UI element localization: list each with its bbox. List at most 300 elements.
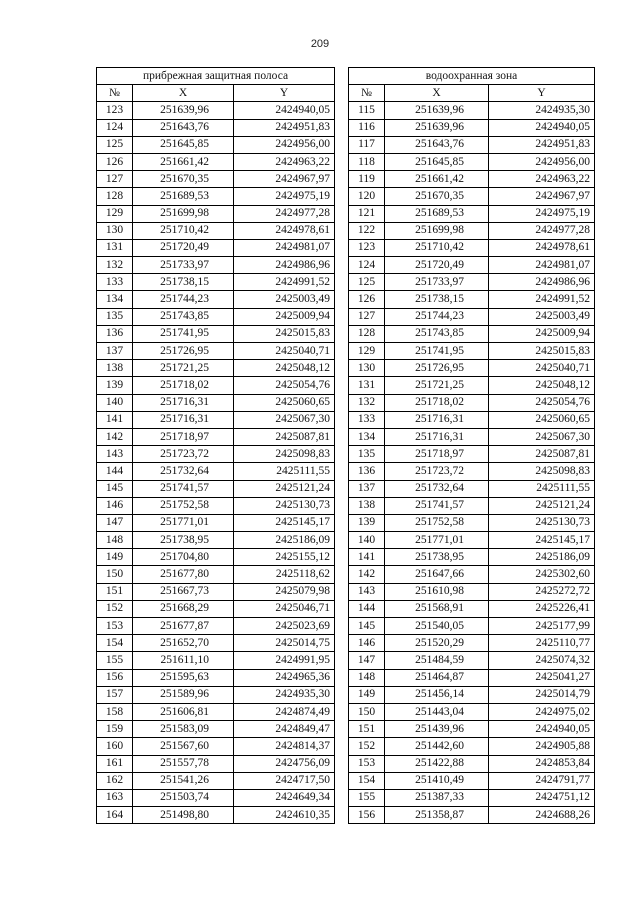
- point-number-cell: 155: [349, 789, 385, 806]
- point-number-cell: 124: [349, 257, 385, 274]
- y-coordinate-cell: 2425054,76: [234, 377, 335, 394]
- table-row: [97, 721, 335, 738]
- table-row: [97, 703, 335, 720]
- point-number-cell: 152: [97, 600, 133, 617]
- point-number-cell: 157: [97, 686, 133, 703]
- table-row: [349, 343, 595, 360]
- point-number-cell: 154: [349, 772, 385, 789]
- x-coordinate-cell: 251670,35: [133, 171, 234, 188]
- point-number-cell: 129: [97, 205, 133, 222]
- point-number-cell: 145: [349, 618, 385, 635]
- table-row: [349, 428, 595, 445]
- table-row: [349, 721, 595, 738]
- x-coordinate-cell: 251610,98: [385, 583, 489, 600]
- x-coordinate-cell: 251738,95: [133, 532, 234, 549]
- x-coordinate-cell: 251639,96: [385, 119, 489, 136]
- x-coordinate-cell: 251557,78: [133, 755, 234, 772]
- table-row: [97, 566, 335, 583]
- table-row: [349, 291, 595, 308]
- table-row: [97, 446, 335, 463]
- point-number-cell: 136: [349, 463, 385, 480]
- x-coordinate-cell: 251720,49: [133, 239, 234, 256]
- y-coordinate-cell: 2425060,65: [234, 394, 335, 411]
- point-number-cell: 147: [97, 514, 133, 531]
- x-coordinate-cell: 251721,25: [133, 360, 234, 377]
- y-coordinate-cell: 2424975,19: [234, 188, 335, 205]
- x-coordinate-cell: 251741,95: [385, 343, 489, 360]
- y-coordinate-cell: 2425015,83: [234, 325, 335, 342]
- y-coordinate-cell: 2425003,49: [489, 308, 595, 325]
- y-coordinate-cell: 2425074,32: [489, 652, 595, 669]
- table-row: [349, 205, 595, 222]
- y-coordinate-cell: 2425130,73: [489, 514, 595, 531]
- y-coordinate-cell: 2425226,41: [489, 600, 595, 617]
- point-number-cell: 140: [349, 532, 385, 549]
- table-row: [349, 411, 595, 428]
- y-coordinate-cell: 2425111,55: [234, 463, 335, 480]
- x-coordinate-cell: 251699,98: [133, 205, 234, 222]
- point-number-cell: 128: [97, 188, 133, 205]
- y-coordinate-cell: 2424935,30: [489, 102, 595, 119]
- table-row: [349, 102, 595, 119]
- y-coordinate-cell: 2425023,69: [234, 618, 335, 635]
- point-number-cell: 134: [97, 291, 133, 308]
- x-coordinate-cell: 251733,97: [385, 274, 489, 291]
- y-coordinate-cell: 2425130,73: [234, 497, 335, 514]
- table-row: [97, 755, 335, 772]
- table-row: [349, 566, 595, 583]
- x-coordinate-cell: 251733,97: [133, 257, 234, 274]
- table-row: [97, 772, 335, 789]
- x-coordinate-cell: 251723,72: [385, 463, 489, 480]
- point-number-cell: 130: [349, 360, 385, 377]
- x-coordinate-cell: 251520,29: [385, 635, 489, 652]
- x-coordinate-cell: 251741,57: [133, 480, 234, 497]
- point-number-cell: 156: [97, 669, 133, 686]
- table-caption-row: [97, 68, 335, 85]
- x-coordinate-cell: 251643,76: [133, 119, 234, 136]
- y-coordinate-cell: 2424991,52: [234, 274, 335, 291]
- point-number-cell: 139: [97, 377, 133, 394]
- x-coordinate-cell: 251689,53: [133, 188, 234, 205]
- x-coordinate-cell: 251422,88: [385, 755, 489, 772]
- table-row: [349, 789, 595, 806]
- y-coordinate-cell: 2425041,27: [489, 669, 595, 686]
- point-number-cell: 156: [349, 807, 385, 824]
- x-coordinate-cell: 251738,95: [385, 549, 489, 566]
- y-coordinate-cell: 2425145,17: [489, 532, 595, 549]
- y-coordinate-cell: 2425014,75: [234, 635, 335, 652]
- x-coordinate-cell: 251726,95: [385, 360, 489, 377]
- column-header-number: №: [349, 85, 385, 102]
- table-row: [349, 514, 595, 531]
- y-coordinate-cell: 2425048,12: [489, 377, 595, 394]
- x-coordinate-cell: 251738,15: [133, 274, 234, 291]
- table-row: [97, 583, 335, 600]
- x-coordinate-cell: 251699,98: [385, 222, 489, 239]
- table-row: [349, 153, 595, 170]
- x-coordinate-cell: 251439,96: [385, 721, 489, 738]
- x-coordinate-cell: 251583,09: [133, 721, 234, 738]
- y-coordinate-cell: 2425009,94: [489, 325, 595, 342]
- table-row: [97, 686, 335, 703]
- y-coordinate-cell: 2425098,83: [234, 446, 335, 463]
- table-row: [349, 480, 595, 497]
- table-caption: водоохранная зона: [349, 68, 595, 85]
- y-coordinate-cell: 2425040,71: [489, 360, 595, 377]
- table-row: [349, 497, 595, 514]
- point-number-cell: 116: [349, 119, 385, 136]
- x-coordinate-cell: 251726,95: [133, 343, 234, 360]
- y-coordinate-cell: 2424874,49: [234, 703, 335, 720]
- point-number-cell: 127: [97, 171, 133, 188]
- y-coordinate-cell: 2425087,81: [234, 428, 335, 445]
- x-coordinate-cell: 251670,35: [385, 188, 489, 205]
- x-coordinate-cell: 251752,58: [133, 497, 234, 514]
- point-number-cell: 160: [97, 738, 133, 755]
- x-coordinate-cell: 251358,87: [385, 807, 489, 824]
- table-row: [97, 807, 335, 824]
- table-row: [97, 789, 335, 806]
- x-coordinate-cell: 251567,60: [133, 738, 234, 755]
- x-coordinate-cell: 251771,01: [133, 514, 234, 531]
- point-number-cell: 130: [97, 222, 133, 239]
- y-coordinate-cell: 2425272,72: [489, 583, 595, 600]
- table-row: [97, 257, 335, 274]
- x-coordinate-cell: 251611,10: [133, 652, 234, 669]
- table-row: [349, 669, 595, 686]
- x-coordinate-cell: 251645,85: [133, 136, 234, 153]
- point-number-cell: 135: [349, 446, 385, 463]
- table-row: [349, 119, 595, 136]
- point-number-cell: 162: [97, 772, 133, 789]
- x-coordinate-cell: 251677,87: [133, 618, 234, 635]
- table-row: [349, 738, 595, 755]
- table-body: [97, 102, 335, 824]
- x-coordinate-cell: 251744,23: [385, 308, 489, 325]
- x-coordinate-cell: 251541,26: [133, 772, 234, 789]
- y-coordinate-cell: 2425014,79: [489, 686, 595, 703]
- x-coordinate-cell: 251743,85: [385, 325, 489, 342]
- coastal-protective-strip-table: [96, 67, 335, 824]
- y-coordinate-cell: 2424956,00: [234, 136, 335, 153]
- x-coordinate-cell: 251716,31: [133, 411, 234, 428]
- point-number-cell: 136: [97, 325, 133, 342]
- x-coordinate-cell: 251718,02: [133, 377, 234, 394]
- point-number-cell: 124: [97, 119, 133, 136]
- y-coordinate-cell: 2425054,76: [489, 394, 595, 411]
- point-number-cell: 133: [349, 411, 385, 428]
- table-row: [97, 532, 335, 549]
- point-number-cell: 144: [97, 463, 133, 480]
- y-coordinate-cell: 2424967,97: [234, 171, 335, 188]
- table-row: [349, 463, 595, 480]
- y-coordinate-cell: 2424977,28: [489, 222, 595, 239]
- table-row: [97, 119, 335, 136]
- y-coordinate-cell: 2424717,50: [234, 772, 335, 789]
- y-coordinate-cell: 2425177,99: [489, 618, 595, 635]
- table-row: [97, 514, 335, 531]
- table-row: [97, 136, 335, 153]
- point-number-cell: 131: [97, 239, 133, 256]
- y-coordinate-cell: 2424991,52: [489, 291, 595, 308]
- point-number-cell: 140: [97, 394, 133, 411]
- point-number-cell: 149: [349, 686, 385, 703]
- table-row: [97, 669, 335, 686]
- y-coordinate-cell: 2424981,07: [234, 239, 335, 256]
- point-number-cell: 146: [97, 497, 133, 514]
- point-number-cell: 137: [349, 480, 385, 497]
- point-number-cell: 150: [349, 703, 385, 720]
- y-coordinate-cell: 2424905,88: [489, 738, 595, 755]
- x-coordinate-cell: 251661,42: [385, 171, 489, 188]
- table-row: [97, 153, 335, 170]
- table-row: [349, 618, 595, 635]
- table-row: [97, 618, 335, 635]
- point-number-cell: 126: [349, 291, 385, 308]
- x-coordinate-cell: 251503,74: [133, 789, 234, 806]
- table-row: [97, 411, 335, 428]
- point-number-cell: 148: [349, 669, 385, 686]
- point-number-cell: 149: [97, 549, 133, 566]
- table-row: [349, 171, 595, 188]
- y-coordinate-cell: 2424849,47: [234, 721, 335, 738]
- y-coordinate-cell: 2424688,26: [489, 807, 595, 824]
- table-row: [349, 807, 595, 824]
- table-row: [97, 360, 335, 377]
- y-coordinate-cell: 2424963,22: [234, 153, 335, 170]
- column-header-x: X: [385, 85, 489, 102]
- point-number-cell: 153: [97, 618, 133, 635]
- table-row: [97, 428, 335, 445]
- y-coordinate-cell: 2424963,22: [489, 171, 595, 188]
- point-number-cell: 148: [97, 532, 133, 549]
- x-coordinate-cell: 251704,80: [133, 549, 234, 566]
- table-row: [349, 686, 595, 703]
- point-number-cell: 150: [97, 566, 133, 583]
- y-coordinate-cell: 2424649,34: [234, 789, 335, 806]
- y-coordinate-cell: 2424814,37: [234, 738, 335, 755]
- x-coordinate-cell: 251710,42: [385, 239, 489, 256]
- y-coordinate-cell: 2425040,71: [234, 343, 335, 360]
- x-coordinate-cell: 251723,72: [133, 446, 234, 463]
- table-body: [349, 102, 595, 824]
- x-coordinate-cell: 251464,87: [385, 669, 489, 686]
- table-row: [97, 291, 335, 308]
- point-number-cell: 138: [349, 497, 385, 514]
- y-coordinate-cell: 2424951,83: [489, 136, 595, 153]
- table-caption-row: [349, 68, 595, 85]
- y-coordinate-cell: 2425186,09: [234, 532, 335, 549]
- x-coordinate-cell: 251732,64: [133, 463, 234, 480]
- table-row: [349, 308, 595, 325]
- y-coordinate-cell: 2424978,61: [234, 222, 335, 239]
- x-coordinate-cell: 251667,73: [133, 583, 234, 600]
- table-row: [349, 652, 595, 669]
- x-coordinate-cell: 251484,59: [385, 652, 489, 669]
- x-coordinate-cell: 251721,25: [385, 377, 489, 394]
- point-number-cell: 142: [349, 566, 385, 583]
- x-coordinate-cell: 251718,97: [133, 428, 234, 445]
- table-row: [349, 446, 595, 463]
- table-row: [349, 325, 595, 342]
- point-number-cell: 118: [349, 153, 385, 170]
- y-coordinate-cell: 2425067,30: [234, 411, 335, 428]
- point-number-cell: 121: [349, 205, 385, 222]
- point-number-cell: 115: [349, 102, 385, 119]
- table-row: [349, 257, 595, 274]
- y-coordinate-cell: 2425118,62: [234, 566, 335, 583]
- table-row: [97, 274, 335, 291]
- table-row: [97, 308, 335, 325]
- table-row: [97, 325, 335, 342]
- point-number-cell: 122: [349, 222, 385, 239]
- table-row: [349, 239, 595, 256]
- y-coordinate-cell: 2424956,00: [489, 153, 595, 170]
- table-row: [349, 188, 595, 205]
- table-row: [349, 394, 595, 411]
- table-row: [97, 480, 335, 497]
- x-coordinate-cell: 251456,14: [385, 686, 489, 703]
- x-coordinate-cell: 251540,05: [385, 618, 489, 635]
- y-coordinate-cell: 2424975,02: [489, 703, 595, 720]
- table-row: [349, 360, 595, 377]
- point-number-cell: 117: [349, 136, 385, 153]
- x-coordinate-cell: 251643,76: [385, 136, 489, 153]
- table-row: [97, 377, 335, 394]
- point-number-cell: 137: [97, 343, 133, 360]
- point-number-cell: 153: [349, 755, 385, 772]
- point-number-cell: 135: [97, 308, 133, 325]
- point-number-cell: 131: [349, 377, 385, 394]
- y-coordinate-cell: 2424751,12: [489, 789, 595, 806]
- x-coordinate-cell: 251741,57: [385, 497, 489, 514]
- table-row: [97, 652, 335, 669]
- table-row: [349, 274, 595, 291]
- y-coordinate-cell: 2424981,07: [489, 257, 595, 274]
- point-number-cell: 151: [349, 721, 385, 738]
- y-coordinate-cell: 2425067,30: [489, 428, 595, 445]
- point-number-cell: 152: [349, 738, 385, 755]
- point-number-cell: 132: [97, 257, 133, 274]
- point-number-cell: 128: [349, 325, 385, 342]
- x-coordinate-cell: 251645,85: [385, 153, 489, 170]
- y-coordinate-cell: 2425098,83: [489, 463, 595, 480]
- point-number-cell: 127: [349, 308, 385, 325]
- x-coordinate-cell: 251710,42: [133, 222, 234, 239]
- table-header-row: [97, 85, 335, 102]
- x-coordinate-cell: 251741,95: [133, 325, 234, 342]
- point-number-cell: 126: [97, 153, 133, 170]
- y-coordinate-cell: 2425121,24: [489, 497, 595, 514]
- table-row: [97, 171, 335, 188]
- y-coordinate-cell: 2424756,09: [234, 755, 335, 772]
- point-number-cell: 151: [97, 583, 133, 600]
- x-coordinate-cell: 251647,66: [385, 566, 489, 583]
- point-number-cell: 141: [349, 549, 385, 566]
- x-coordinate-cell: 251752,58: [385, 514, 489, 531]
- y-coordinate-cell: 2425111,55: [489, 480, 595, 497]
- y-coordinate-cell: 2425302,60: [489, 566, 595, 583]
- y-coordinate-cell: 2424940,05: [489, 721, 595, 738]
- table-row: [97, 205, 335, 222]
- x-coordinate-cell: 251677,80: [133, 566, 234, 583]
- point-number-cell: 138: [97, 360, 133, 377]
- x-coordinate-cell: 251716,31: [385, 428, 489, 445]
- point-number-cell: 164: [97, 807, 133, 824]
- table-row: [349, 635, 595, 652]
- water-protection-zone-table: [348, 67, 595, 824]
- column-header-x: X: [133, 85, 234, 102]
- table-caption: прибрежная защитная полоса: [97, 68, 335, 85]
- x-coordinate-cell: 251718,02: [385, 394, 489, 411]
- y-coordinate-cell: 2425009,94: [234, 308, 335, 325]
- table-row: [97, 600, 335, 617]
- point-number-cell: 132: [349, 394, 385, 411]
- x-coordinate-cell: 251716,31: [385, 411, 489, 428]
- x-coordinate-cell: 251442,60: [385, 738, 489, 755]
- y-coordinate-cell: 2424977,28: [234, 205, 335, 222]
- y-coordinate-cell: 2424975,19: [489, 205, 595, 222]
- x-coordinate-cell: 251716,31: [133, 394, 234, 411]
- table-row: [97, 222, 335, 239]
- point-number-cell: 147: [349, 652, 385, 669]
- x-coordinate-cell: 251732,64: [385, 480, 489, 497]
- y-coordinate-cell: 2425046,71: [234, 600, 335, 617]
- y-coordinate-cell: 2424610,35: [234, 807, 335, 824]
- x-coordinate-cell: 251589,96: [133, 686, 234, 703]
- point-number-cell: 163: [97, 789, 133, 806]
- point-number-cell: 141: [97, 411, 133, 428]
- y-coordinate-cell: 2425155,12: [234, 549, 335, 566]
- point-number-cell: 129: [349, 343, 385, 360]
- x-coordinate-cell: 251639,96: [385, 102, 489, 119]
- point-number-cell: 158: [97, 703, 133, 720]
- table-row: [349, 222, 595, 239]
- x-coordinate-cell: 251668,29: [133, 600, 234, 617]
- y-coordinate-cell: 2425015,83: [489, 343, 595, 360]
- y-coordinate-cell: 2424791,77: [489, 772, 595, 789]
- point-number-cell: 123: [349, 239, 385, 256]
- x-coordinate-cell: 251689,53: [385, 205, 489, 222]
- x-coordinate-cell: 251387,33: [385, 789, 489, 806]
- table-row: [349, 583, 595, 600]
- y-coordinate-cell: 2425048,12: [234, 360, 335, 377]
- x-coordinate-cell: 251738,15: [385, 291, 489, 308]
- point-number-cell: 134: [349, 428, 385, 445]
- point-number-cell: 145: [97, 480, 133, 497]
- table-row: [349, 136, 595, 153]
- point-number-cell: 133: [97, 274, 133, 291]
- y-coordinate-cell: 2424940,05: [489, 119, 595, 136]
- table-row: [349, 377, 595, 394]
- x-coordinate-cell: 251595,63: [133, 669, 234, 686]
- page-number: 209: [310, 38, 330, 50]
- table-row: [97, 239, 335, 256]
- point-number-cell: 139: [349, 514, 385, 531]
- table-header-row: [349, 85, 595, 102]
- point-number-cell: 161: [97, 755, 133, 772]
- y-coordinate-cell: 2424935,30: [234, 686, 335, 703]
- table-row: [97, 738, 335, 755]
- table-row: [349, 755, 595, 772]
- table-row: [97, 497, 335, 514]
- column-header-number: №: [97, 85, 133, 102]
- x-coordinate-cell: 251606,81: [133, 703, 234, 720]
- point-number-cell: 159: [97, 721, 133, 738]
- x-coordinate-cell: 251720,49: [385, 257, 489, 274]
- table-row: [97, 188, 335, 205]
